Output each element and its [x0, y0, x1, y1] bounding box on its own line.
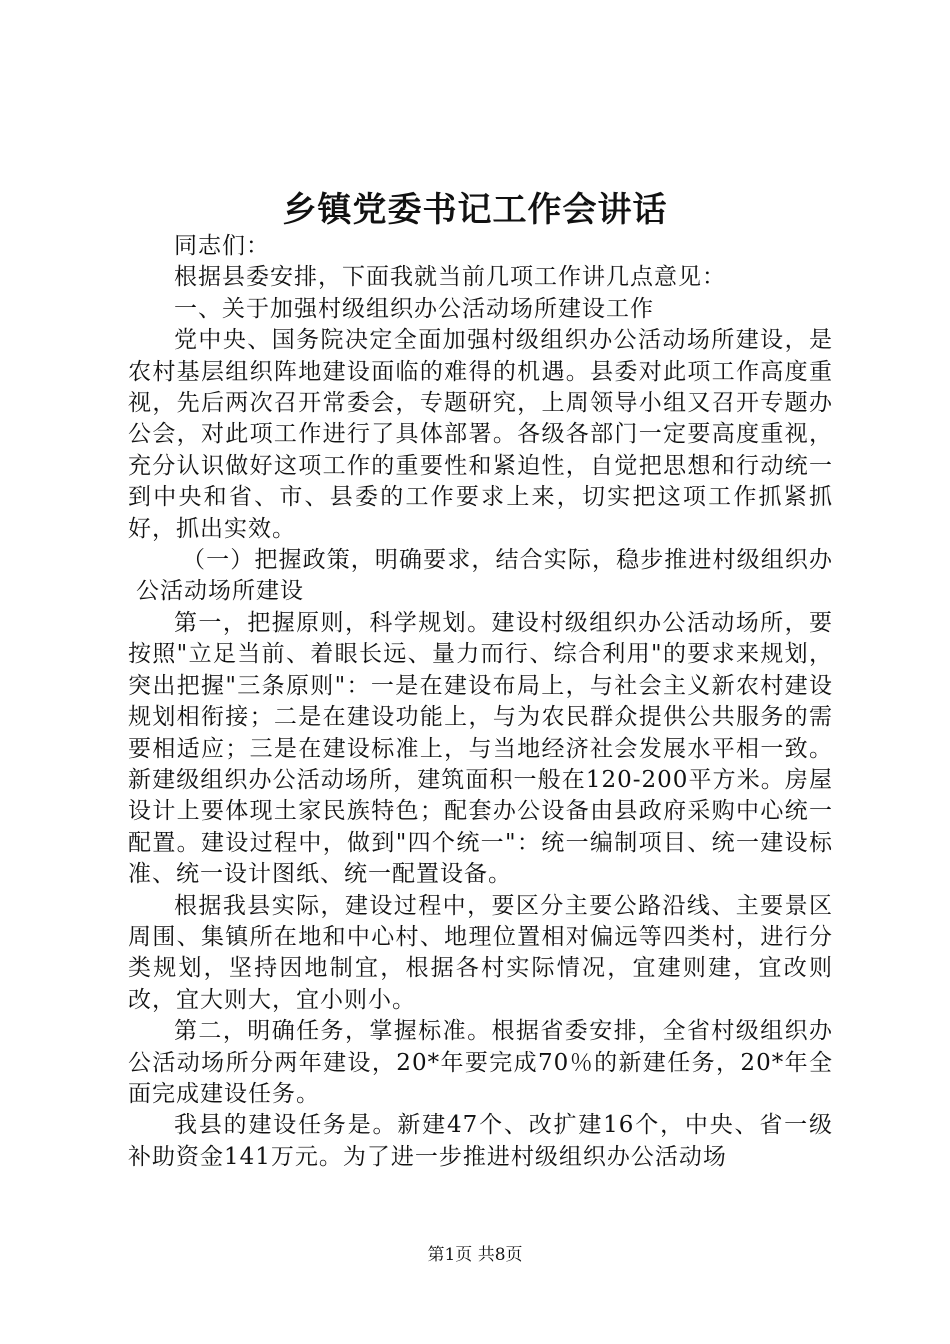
section-heading: 一、关于加强村级组织办公活动场所建设工作: [174, 295, 654, 322]
body-paragraph: 根据我县实际，建设过程中，要区分主要公路沿线、主要景区周围、集镇所在地和中心村、地理位置相对偏远等四类村，进行分类规划，坚持因地制宜，根据各村实际情况，宜建则建，宜改则改，宜大则大，宜小则小。: [128, 892, 833, 1013]
subsection-heading: （一）把握政策，明确要求，结合实际，稳步推进村级组织办公活动场所建设: [136, 547, 833, 605]
page-footer: 第1页 共8页: [427, 1245, 523, 1265]
salutation: 同志们：: [174, 233, 270, 259]
body-paragraph: 第二，明确任务，掌握标准。根据省委安排，全省村级组织办公活动场所分两年建设，20*年要完成70％的新建任务，20*年全面完成建设任务。: [128, 1018, 833, 1107]
body-paragraph: 第一，把握原则，科学规划。建设村级组织办公活动场所，要按照"立足当前、着眼长远、量力而行、综合利用"的要求来规划，突出把握"三条原则"：一是在建设布局上，与社会主义新农村建设规划相衔接；二是在建设功能上，与为农民群众提供公共服务的需要相适应；三是在建设标准上，与当地经济社会发展水平相一致。新建级组织办公活动场所，建筑面积一般在120-200平方米。房屋设计上要体现土家民族特色；配套办公设备由县政府采购中心统一配置。建设过程中，做到"四个统一"：统一编制项目、统一建设标准、统一设计图纸、统一配置设备。: [128, 609, 833, 888]
body-paragraph: 我县的建设任务是。新建47个、改扩建16个，中央、省一级补助资金141万元。为了进一步推进村级组织办公活动场: [128, 1112, 833, 1170]
body-paragraph: 党中央、国务院决定全面加强村级组织办公活动场所建设，是农村基层组织阵地建设面临的难得的机遇。县委对此项工作高度重视，先后两次召开常委会，专题研究，上周领导小组又召开专题办公会，对此项工作进行了具体部署。各级各部门一定要高度重视，充分认识做好这项工作的重要性和紧迫性，自觉把思想和行动统一到中央和省、市、县委的工作要求上来，切实把这项工作抓紧抓好，抓出实效。: [128, 327, 833, 542]
document-body: [128, 231, 833, 1173]
document-title: 乡镇党委书记工作会讲话: [282, 190, 668, 230]
body-paragraph: 根据县委安排，下面我就当前几项工作讲几点意见：: [174, 264, 726, 291]
